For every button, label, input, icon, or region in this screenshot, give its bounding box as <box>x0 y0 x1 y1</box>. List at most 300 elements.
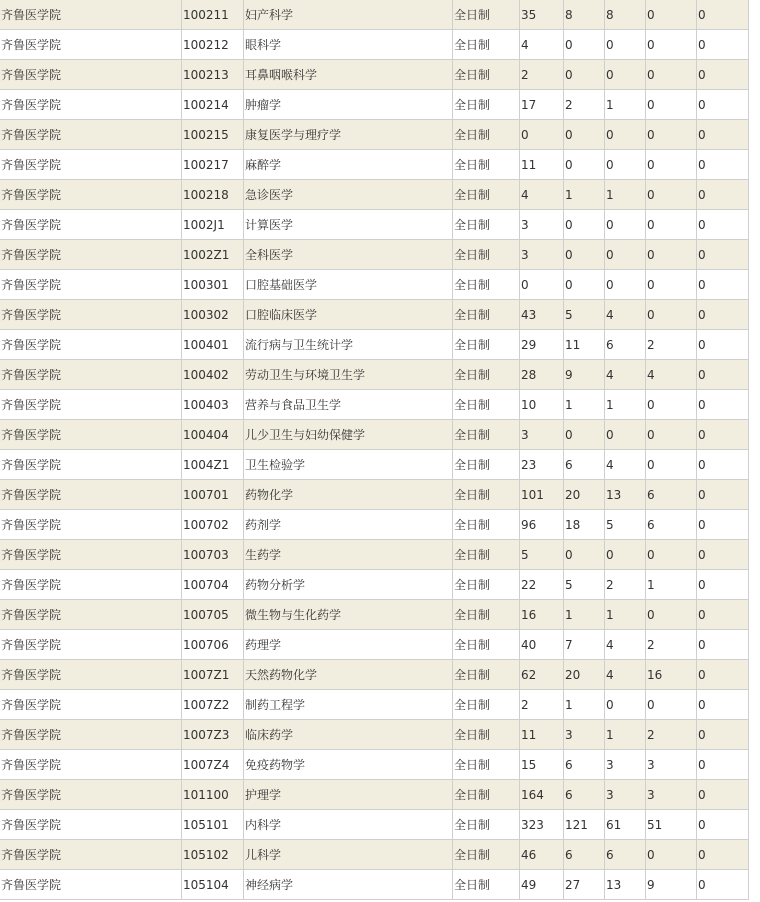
major-code-cell: 100403 <box>182 390 244 420</box>
college-cell: 齐鲁医学院 <box>0 90 182 120</box>
college-cell: 齐鲁医学院 <box>0 720 182 750</box>
value-cell: 43 <box>520 300 564 330</box>
value-cell: 20 <box>564 660 605 690</box>
value-cell: 0 <box>697 60 749 90</box>
value-cell: 0 <box>646 450 697 480</box>
value-cell: 51 <box>646 810 697 840</box>
major-name-cell: 眼科学 <box>244 30 453 60</box>
value-cell: 40 <box>520 630 564 660</box>
value-cell: 101 <box>520 480 564 510</box>
value-cell: 121 <box>564 810 605 840</box>
value-cell: 0 <box>564 150 605 180</box>
value-cell: 5 <box>605 510 646 540</box>
value-cell: 0 <box>520 120 564 150</box>
value-cell: 1 <box>564 180 605 210</box>
major-code-cell: 100404 <box>182 420 244 450</box>
value-cell: 4 <box>605 360 646 390</box>
value-cell: 6 <box>564 450 605 480</box>
college-cell: 齐鲁医学院 <box>0 390 182 420</box>
value-cell: 0 <box>697 180 749 210</box>
value-cell: 20 <box>564 480 605 510</box>
value-cell: 0 <box>564 30 605 60</box>
value-cell: 0 <box>646 690 697 720</box>
value-cell: 2 <box>646 630 697 660</box>
value-cell: 0 <box>646 270 697 300</box>
table-row <box>0 300 749 330</box>
major-name-cell: 免疫药物学 <box>244 750 453 780</box>
table-row <box>0 600 749 630</box>
study-mode-cell: 全日制 <box>453 240 520 270</box>
value-cell: 22 <box>520 570 564 600</box>
value-cell: 4 <box>605 300 646 330</box>
table-row <box>0 120 749 150</box>
college-cell: 齐鲁医学院 <box>0 510 182 540</box>
college-cell: 齐鲁医学院 <box>0 600 182 630</box>
value-cell: 0 <box>646 540 697 570</box>
major-name-cell: 神经病学 <box>244 870 453 900</box>
value-cell: 0 <box>697 690 749 720</box>
value-cell: 6 <box>605 330 646 360</box>
value-cell: 4 <box>520 30 564 60</box>
value-cell: 18 <box>564 510 605 540</box>
value-cell: 2 <box>520 690 564 720</box>
study-mode-cell: 全日制 <box>453 90 520 120</box>
table-row <box>0 570 749 600</box>
table-row <box>0 0 749 30</box>
study-mode-cell: 全日制 <box>453 780 520 810</box>
value-cell: 0 <box>697 870 749 900</box>
major-name-cell: 急诊医学 <box>244 180 453 210</box>
table-row <box>0 780 749 810</box>
value-cell: 4 <box>520 180 564 210</box>
value-cell: 8 <box>605 0 646 30</box>
value-cell: 323 <box>520 810 564 840</box>
value-cell: 11 <box>520 720 564 750</box>
study-mode-cell: 全日制 <box>453 690 520 720</box>
major-name-cell: 生药学 <box>244 540 453 570</box>
value-cell: 3 <box>646 780 697 810</box>
major-code-cell: 100215 <box>182 120 244 150</box>
value-cell: 0 <box>697 240 749 270</box>
major-code-cell: 105102 <box>182 840 244 870</box>
value-cell: 35 <box>520 0 564 30</box>
major-code-cell: 100706 <box>182 630 244 660</box>
major-code-cell: 100701 <box>182 480 244 510</box>
value-cell: 3 <box>520 420 564 450</box>
value-cell: 0 <box>697 540 749 570</box>
study-mode-cell: 全日制 <box>453 720 520 750</box>
value-cell: 0 <box>646 300 697 330</box>
college-cell: 齐鲁医学院 <box>0 120 182 150</box>
value-cell: 3 <box>646 750 697 780</box>
study-mode-cell: 全日制 <box>453 600 520 630</box>
value-cell: 0 <box>646 210 697 240</box>
college-cell: 齐鲁医学院 <box>0 150 182 180</box>
major-code-cell: 100218 <box>182 180 244 210</box>
major-name-cell: 妇产科学 <box>244 0 453 30</box>
value-cell: 6 <box>605 840 646 870</box>
table-row <box>0 390 749 420</box>
college-cell: 齐鲁医学院 <box>0 570 182 600</box>
value-cell: 0 <box>605 420 646 450</box>
major-name-cell: 天然药物化学 <box>244 660 453 690</box>
value-cell: 16 <box>520 600 564 630</box>
major-name-cell: 制药工程学 <box>244 690 453 720</box>
major-code-cell: 100703 <box>182 540 244 570</box>
table-row <box>0 480 749 510</box>
value-cell: 1 <box>646 570 697 600</box>
value-cell: 0 <box>697 570 749 600</box>
value-cell: 2 <box>564 90 605 120</box>
table-row <box>0 540 749 570</box>
value-cell: 0 <box>697 150 749 180</box>
table-row <box>0 90 749 120</box>
college-cell: 齐鲁医学院 <box>0 810 182 840</box>
value-cell: 0 <box>697 840 749 870</box>
major-name-cell: 麻醉学 <box>244 150 453 180</box>
major-name-cell: 口腔临床医学 <box>244 300 453 330</box>
major-name-cell: 内科学 <box>244 810 453 840</box>
value-cell: 17 <box>520 90 564 120</box>
value-cell: 0 <box>697 330 749 360</box>
college-cell: 齐鲁医学院 <box>0 210 182 240</box>
value-cell: 0 <box>646 150 697 180</box>
value-cell: 2 <box>646 720 697 750</box>
value-cell: 8 <box>564 0 605 30</box>
value-cell: 0 <box>697 210 749 240</box>
value-cell: 0 <box>564 270 605 300</box>
study-mode-cell: 全日制 <box>453 840 520 870</box>
major-name-cell: 临床药学 <box>244 720 453 750</box>
value-cell: 0 <box>646 240 697 270</box>
value-cell: 0 <box>605 270 646 300</box>
study-mode-cell: 全日制 <box>453 30 520 60</box>
value-cell: 0 <box>646 180 697 210</box>
college-cell: 齐鲁医学院 <box>0 660 182 690</box>
table-row <box>0 60 749 90</box>
value-cell: 5 <box>564 300 605 330</box>
value-cell: 0 <box>646 420 697 450</box>
value-cell: 0 <box>697 300 749 330</box>
major-name-cell: 药物分析学 <box>244 570 453 600</box>
value-cell: 0 <box>605 30 646 60</box>
major-code-cell: 100702 <box>182 510 244 540</box>
value-cell: 0 <box>697 450 749 480</box>
major-code-cell: 100212 <box>182 30 244 60</box>
major-code-cell: 105101 <box>182 810 244 840</box>
value-cell: 28 <box>520 360 564 390</box>
study-mode-cell: 全日制 <box>453 360 520 390</box>
college-cell: 齐鲁医学院 <box>0 270 182 300</box>
value-cell: 5 <box>564 570 605 600</box>
study-mode-cell: 全日制 <box>453 750 520 780</box>
value-cell: 0 <box>646 840 697 870</box>
value-cell: 7 <box>564 630 605 660</box>
study-mode-cell: 全日制 <box>453 510 520 540</box>
study-mode-cell: 全日制 <box>453 630 520 660</box>
value-cell: 0 <box>605 690 646 720</box>
major-name-cell: 营养与食品卫生学 <box>244 390 453 420</box>
value-cell: 3 <box>605 780 646 810</box>
table-row <box>0 660 749 690</box>
value-cell: 0 <box>697 90 749 120</box>
study-mode-cell: 全日制 <box>453 810 520 840</box>
value-cell: 6 <box>564 750 605 780</box>
value-cell: 1 <box>605 390 646 420</box>
table-row <box>0 750 749 780</box>
value-cell: 11 <box>520 150 564 180</box>
value-cell: 0 <box>564 60 605 90</box>
value-cell: 5 <box>520 540 564 570</box>
major-code-cell: 100213 <box>182 60 244 90</box>
value-cell: 4 <box>605 660 646 690</box>
value-cell: 0 <box>605 150 646 180</box>
table-row <box>0 30 749 60</box>
table-row <box>0 690 749 720</box>
major-name-cell: 药剂学 <box>244 510 453 540</box>
major-name-cell: 劳动卫生与环境卫生学 <box>244 360 453 390</box>
major-code-cell: 100401 <box>182 330 244 360</box>
value-cell: 0 <box>605 120 646 150</box>
major-name-cell: 流行病与卫生统计学 <box>244 330 453 360</box>
value-cell: 0 <box>605 60 646 90</box>
value-cell: 0 <box>564 540 605 570</box>
major-code-cell: 101100 <box>182 780 244 810</box>
value-cell: 1 <box>564 690 605 720</box>
value-cell: 0 <box>564 210 605 240</box>
value-cell: 0 <box>646 60 697 90</box>
major-code-cell: 100704 <box>182 570 244 600</box>
major-name-cell: 康复医学与理疗学 <box>244 120 453 150</box>
value-cell: 6 <box>646 480 697 510</box>
value-cell: 3 <box>520 240 564 270</box>
value-cell: 1 <box>605 180 646 210</box>
study-mode-cell: 全日制 <box>453 120 520 150</box>
value-cell: 29 <box>520 330 564 360</box>
value-cell: 13 <box>605 480 646 510</box>
value-cell: 0 <box>697 660 749 690</box>
major-name-cell: 药物化学 <box>244 480 453 510</box>
value-cell: 6 <box>564 780 605 810</box>
value-cell: 0 <box>697 360 749 390</box>
value-cell: 0 <box>646 390 697 420</box>
major-code-cell: 100705 <box>182 600 244 630</box>
value-cell: 9 <box>646 870 697 900</box>
value-cell: 4 <box>605 450 646 480</box>
college-cell: 齐鲁医学院 <box>0 420 182 450</box>
college-cell: 齐鲁医学院 <box>0 360 182 390</box>
value-cell: 0 <box>697 120 749 150</box>
value-cell: 4 <box>646 360 697 390</box>
value-cell: 0 <box>697 630 749 660</box>
table-row <box>0 450 749 480</box>
value-cell: 0 <box>697 810 749 840</box>
study-mode-cell: 全日制 <box>453 540 520 570</box>
study-mode-cell: 全日制 <box>453 210 520 240</box>
college-cell: 齐鲁医学院 <box>0 870 182 900</box>
table-row <box>0 870 749 900</box>
study-mode-cell: 全日制 <box>453 300 520 330</box>
value-cell: 0 <box>697 0 749 30</box>
value-cell: 3 <box>564 720 605 750</box>
major-code-cell: 105104 <box>182 870 244 900</box>
study-mode-cell: 全日制 <box>453 330 520 360</box>
value-cell: 13 <box>605 870 646 900</box>
major-code-cell: 1002Z1 <box>182 240 244 270</box>
major-name-cell: 儿科学 <box>244 840 453 870</box>
college-cell: 齐鲁医学院 <box>0 0 182 30</box>
value-cell: 0 <box>697 30 749 60</box>
major-name-cell: 全科医学 <box>244 240 453 270</box>
value-cell: 10 <box>520 390 564 420</box>
major-code-cell: 1007Z4 <box>182 750 244 780</box>
value-cell: 0 <box>697 600 749 630</box>
value-cell: 46 <box>520 840 564 870</box>
table-row <box>0 630 749 660</box>
study-mode-cell: 全日制 <box>453 180 520 210</box>
table-row <box>0 270 749 300</box>
value-cell: 0 <box>697 270 749 300</box>
value-cell: 0 <box>697 390 749 420</box>
major-code-cell: 1007Z1 <box>182 660 244 690</box>
value-cell: 0 <box>646 600 697 630</box>
major-name-cell: 儿少卫生与妇幼保健学 <box>244 420 453 450</box>
college-cell: 齐鲁医学院 <box>0 300 182 330</box>
value-cell: 3 <box>605 750 646 780</box>
study-mode-cell: 全日制 <box>453 270 520 300</box>
value-cell: 0 <box>697 510 749 540</box>
college-cell: 齐鲁医学院 <box>0 330 182 360</box>
value-cell: 2 <box>520 60 564 90</box>
value-cell: 0 <box>697 750 749 780</box>
value-cell: 0 <box>646 90 697 120</box>
value-cell: 0 <box>646 120 697 150</box>
study-mode-cell: 全日制 <box>453 0 520 30</box>
study-mode-cell: 全日制 <box>453 390 520 420</box>
major-name-cell: 护理学 <box>244 780 453 810</box>
major-code-cell: 100217 <box>182 150 244 180</box>
value-cell: 1 <box>564 390 605 420</box>
study-mode-cell: 全日制 <box>453 660 520 690</box>
study-mode-cell: 全日制 <box>453 420 520 450</box>
college-cell: 齐鲁医学院 <box>0 750 182 780</box>
value-cell: 0 <box>697 780 749 810</box>
value-cell: 49 <box>520 870 564 900</box>
college-cell: 齐鲁医学院 <box>0 480 182 510</box>
value-cell: 0 <box>564 120 605 150</box>
major-code-cell: 1007Z2 <box>182 690 244 720</box>
value-cell: 15 <box>520 750 564 780</box>
major-name-cell: 卫生检验学 <box>244 450 453 480</box>
value-cell: 9 <box>564 360 605 390</box>
value-cell: 2 <box>646 330 697 360</box>
table-row <box>0 720 749 750</box>
value-cell: 0 <box>697 420 749 450</box>
table-row <box>0 150 749 180</box>
study-mode-cell: 全日制 <box>453 450 520 480</box>
major-name-cell: 口腔基础医学 <box>244 270 453 300</box>
table-row <box>0 840 749 870</box>
college-cell: 齐鲁医学院 <box>0 780 182 810</box>
value-cell: 23 <box>520 450 564 480</box>
college-cell: 齐鲁医学院 <box>0 240 182 270</box>
value-cell: 6 <box>646 510 697 540</box>
value-cell: 96 <box>520 510 564 540</box>
value-cell: 16 <box>646 660 697 690</box>
value-cell: 3 <box>520 210 564 240</box>
value-cell: 1 <box>605 600 646 630</box>
major-name-cell: 微生物与生化药学 <box>244 600 453 630</box>
major-name-cell: 耳鼻咽喉科学 <box>244 60 453 90</box>
college-cell: 齐鲁医学院 <box>0 630 182 660</box>
table-row <box>0 420 749 450</box>
table-row <box>0 240 749 270</box>
value-cell: 0 <box>646 0 697 30</box>
major-code-cell: 1004Z1 <box>182 450 244 480</box>
study-mode-cell: 全日制 <box>453 60 520 90</box>
value-cell: 0 <box>605 210 646 240</box>
college-cell: 齐鲁医学院 <box>0 540 182 570</box>
study-mode-cell: 全日制 <box>453 480 520 510</box>
major-code-cell: 100301 <box>182 270 244 300</box>
value-cell: 0 <box>564 420 605 450</box>
value-cell: 1 <box>605 90 646 120</box>
major-code-cell: 100402 <box>182 360 244 390</box>
college-cell: 齐鲁医学院 <box>0 60 182 90</box>
college-cell: 齐鲁医学院 <box>0 30 182 60</box>
table-row <box>0 360 749 390</box>
value-cell: 6 <box>564 840 605 870</box>
major-name-cell: 药理学 <box>244 630 453 660</box>
major-name-cell: 计算医学 <box>244 210 453 240</box>
value-cell: 0 <box>605 240 646 270</box>
value-cell: 0 <box>697 480 749 510</box>
value-cell: 4 <box>605 630 646 660</box>
table-row <box>0 210 749 240</box>
major-code-cell: 100214 <box>182 90 244 120</box>
value-cell: 2 <box>605 570 646 600</box>
major-code-cell: 1002J1 <box>182 210 244 240</box>
value-cell: 0 <box>564 240 605 270</box>
value-cell: 27 <box>564 870 605 900</box>
college-cell: 齐鲁医学院 <box>0 690 182 720</box>
major-name-cell: 肿瘤学 <box>244 90 453 120</box>
value-cell: 62 <box>520 660 564 690</box>
major-code-cell: 1007Z3 <box>182 720 244 750</box>
college-cell: 齐鲁医学院 <box>0 840 182 870</box>
value-cell: 164 <box>520 780 564 810</box>
study-mode-cell: 全日制 <box>453 870 520 900</box>
study-mode-cell: 全日制 <box>453 570 520 600</box>
table-row <box>0 180 749 210</box>
table-row <box>0 510 749 540</box>
major-code-cell: 100211 <box>182 0 244 30</box>
college-cell: 齐鲁医学院 <box>0 450 182 480</box>
value-cell: 0 <box>697 720 749 750</box>
major-code-cell: 100302 <box>182 300 244 330</box>
value-cell: 0 <box>646 30 697 60</box>
college-cell: 齐鲁医学院 <box>0 180 182 210</box>
value-cell: 0 <box>605 540 646 570</box>
table-row <box>0 810 749 840</box>
value-cell: 61 <box>605 810 646 840</box>
table-row <box>0 330 749 360</box>
value-cell: 1 <box>605 720 646 750</box>
value-cell: 11 <box>564 330 605 360</box>
value-cell: 1 <box>564 600 605 630</box>
study-mode-cell: 全日制 <box>453 150 520 180</box>
value-cell: 0 <box>520 270 564 300</box>
